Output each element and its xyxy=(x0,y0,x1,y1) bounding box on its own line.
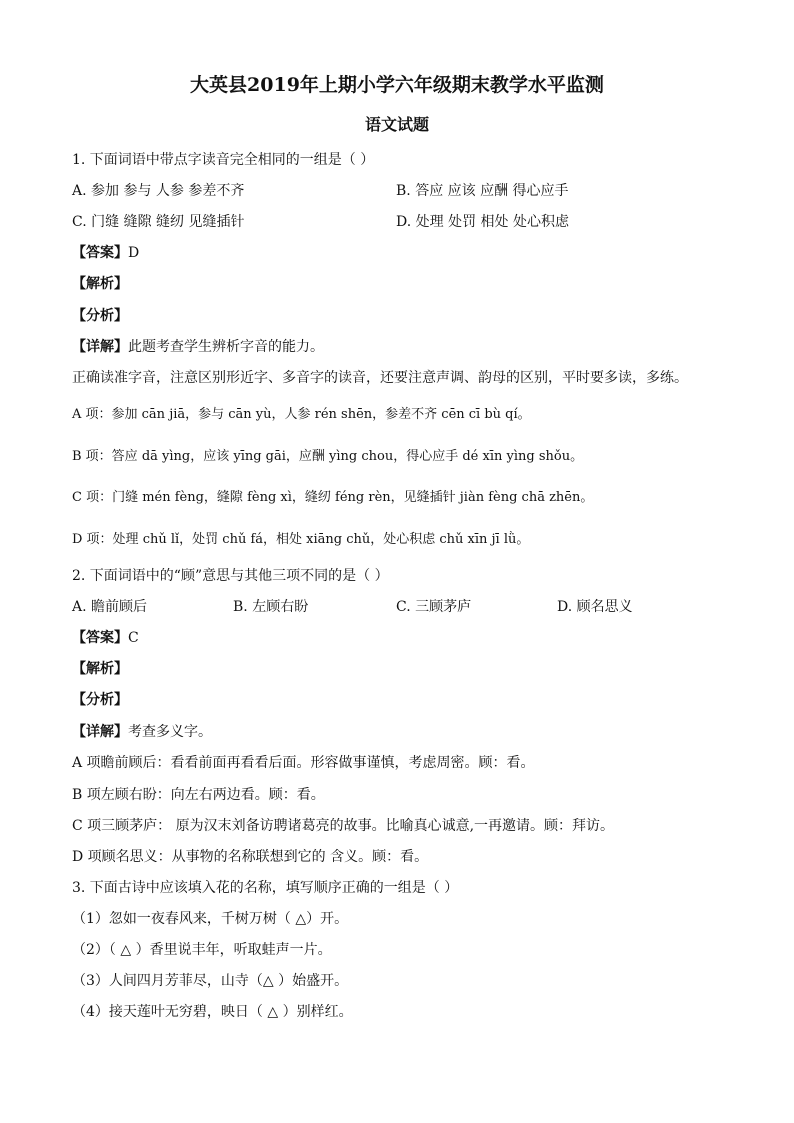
exam-title: 大英县2019年上期小学六年级期末教学水平监测 xyxy=(190,74,604,96)
q2-fenxi-label: 【分析】 xyxy=(72,692,128,708)
q1-detail-text: 此题考查学生辨析字音的能力。 xyxy=(128,339,324,355)
q3-stem: 3. 下面古诗中应该填入花的名称，填写顺序正确的一组是（ ） xyxy=(72,880,459,896)
q1-item-c: C 项：门缝 mén fèng，缝隙 fèng xì，缝纫 féng rèn，见缝插针 jiàn fèng chā zhēn。 xyxy=(72,490,594,505)
q2-option-d: D. 顾名思义 xyxy=(557,599,633,615)
q1-detail-label: 【详解】 xyxy=(72,339,128,355)
q1-stem: 1. 下面词语中带点字读音完全相同的一组是（ ） xyxy=(72,152,375,168)
q1-option-b: B. 答应 应该 应酬 得心应手 xyxy=(396,183,569,199)
q2-item-d: D 项顾名思义：从事物的名称联想到它的 含义。顾：看。 xyxy=(72,849,429,865)
q1-item-b: B 项：答应 dā yìng，应该 yīng gāi，应酬 yìng chou，得心应手 dé xīn yìng shǒu。 xyxy=(72,449,584,464)
q2-answer xyxy=(72,629,139,647)
q1-item-d: D 项：处理 chǔ lǐ，处罚 chǔ fá，相处 xiāng chǔ，处心积虑 chǔ xīn jī lǜ。 xyxy=(72,532,530,547)
q1-answer-label: 【答案】 xyxy=(72,245,128,261)
q1-fenxi-label: 【分析】 xyxy=(72,308,128,324)
q2-option-b: B. 左顾右盼 xyxy=(233,599,309,615)
q1-option-a: A. 参加 参与 人参 参差不齐 xyxy=(72,183,245,199)
q2-answer-label: 【答案】 xyxy=(72,630,128,646)
q2-item-c: C 项三顾茅庐： 原为汉末刘备访聘诸葛亮的故事。比喻真心诚意,一再邀请。顾：拜访。 xyxy=(72,818,615,834)
q1-item-a: A 项：参加 cān jiā，参与 cān yù，人参 rén shēn，参差不齐 cēn cī bù qí。 xyxy=(72,407,531,422)
q2-detail-text: 考查多义字。 xyxy=(128,724,212,740)
q2-item-a: A 项瞻前顾后：看看前面再看看后面。形容做事谨慎，考虑周密。顾：看。 xyxy=(72,755,535,771)
q1-option-c: C. 门缝 缝隙 缝纫 见缝插针 xyxy=(72,214,245,230)
q1-detail xyxy=(72,338,324,356)
exam-subtitle: 语文试题 xyxy=(364,115,429,134)
q2-detail-label: 【详解】 xyxy=(72,724,128,740)
q1-answer-value: D xyxy=(128,245,140,261)
q1-option-d: D. 处理 处罚 相处 处心积虑 xyxy=(396,214,569,230)
q3-line-2: （2）（ △ ）香里说丰年，听取蛙声一片。 xyxy=(72,942,332,958)
q2-option-a: A. 瞻前顾后 xyxy=(72,599,148,615)
q2-detail xyxy=(72,723,212,741)
q3-line-1: （1）忽如一夜春风来，千树万树（ △）开。 xyxy=(72,911,349,927)
q2-answer-value: C xyxy=(128,630,139,646)
q1-analysis-label: 【解析】 xyxy=(72,276,128,292)
q3-line-3: （3）人间四月芳菲尽，山寺（△ ）始盛开。 xyxy=(72,973,349,989)
q1-answer xyxy=(72,244,139,262)
q2-stem: 2. 下面词语中的“顾”意思与其他三项不同的是（ ） xyxy=(72,568,389,584)
q2-item-b: B 项左顾右盼：向左右两边看。顾：看。 xyxy=(72,787,325,803)
q2-option-c: C. 三顾茅庐 xyxy=(396,599,472,615)
q2-analysis-label: 【解析】 xyxy=(72,661,128,677)
q3-line-4: （4）接天莲叶无穷碧，映日（ △ ）别样红。 xyxy=(72,1004,353,1020)
q1-explain: 正确读准字音，注意区别形近字、多音字的读音，还要注意声调、韵母的区别，平时要多读，多练。 xyxy=(72,370,688,386)
